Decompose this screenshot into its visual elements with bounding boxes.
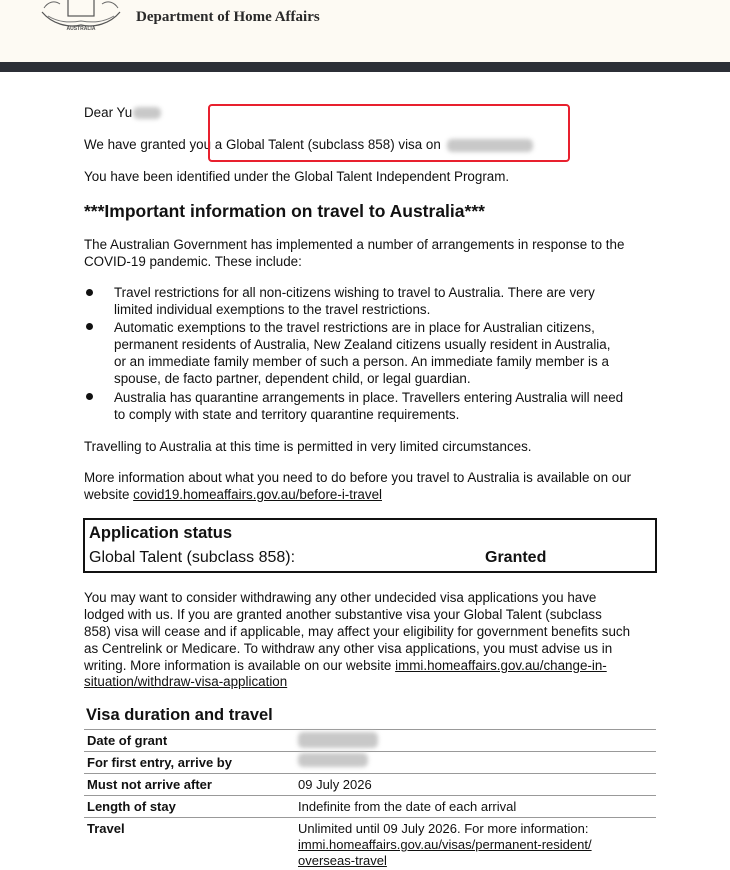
withdraw-line-5: writing. More information is available on our website immi.homeaffairs.gov.au/change-in- <box>84 658 607 673</box>
table-row: For first entry, arrive by <box>84 751 656 773</box>
bullet-1-line-2: limited individual exemptions to the travel restrictions. <box>114 302 431 317</box>
redacted-date-of-grant <box>298 732 378 748</box>
intro-line-2: COVID-19 pandemic. These include: <box>84 254 302 269</box>
travel-heading: ***Important information on travel to Australia*** <box>84 201 485 221</box>
table-row: Date of grant <box>84 729 656 751</box>
bullet-2-line-3: or an immediate family member of such a person. An immediate family member is a <box>114 354 609 369</box>
bullet-2-line-2: permanent residents of Australia, New Zealand citizens usually resident in Australia, <box>114 337 611 352</box>
table-row: Must not arrive after 09 July 2026 <box>84 773 656 795</box>
visa-duration-table <box>84 729 656 870</box>
bullet-3-line-2: to comply with state and territory quarantine requirements. <box>114 407 460 422</box>
salutation: Dear Yu <box>84 104 161 121</box>
department-name: Department of Home Affairs <box>136 9 320 25</box>
header-bar <box>0 62 730 72</box>
grant-statement: We have granted you a Global Talent (subclass 858) visa on <box>84 136 533 153</box>
commonwealth-crest-icon <box>38 0 124 32</box>
application-status-title: Application status <box>89 524 233 542</box>
withdraw-line-3: 858) visa will cease and if applicable, may affect your eligibility for government benefits such <box>84 624 631 639</box>
svg-text:AUSTRALIA: AUSTRALIA <box>66 26 96 32</box>
application-status-label: Global Talent (subclass 858): <box>89 549 296 566</box>
bullet-icon <box>86 393 93 400</box>
letterhead <box>0 0 730 62</box>
overseas-travel-link-part-1[interactable]: immi.homeaffairs.gov.au/visas/permanent-resident/ <box>298 837 592 852</box>
more-info-line-1: More information about what you need to do before you travel to Australia is available on our <box>84 470 632 485</box>
redacted-name <box>133 107 161 119</box>
bullet-2-line-4: spouse, de facto partner, dependent child, or legal guardian. <box>114 371 471 386</box>
overseas-travel-link-part-2[interactable]: overseas-travel <box>298 853 387 868</box>
travelling-text: Travelling to Australia at this time is permitted in very limited circumstances. <box>84 439 532 454</box>
table-row: Length of stay Indefinite from the date of each arrival <box>84 795 656 817</box>
intro-line-1: The Australian Government has implemented a number of arrangements in response to the <box>84 237 625 252</box>
bullet-1-line-1: Travel restrictions for all non-citizens wishing to travel to Australia. There are very <box>114 285 595 300</box>
highlight-box <box>208 104 570 162</box>
bullet-icon <box>86 323 93 330</box>
visa-duration-title: Visa duration and travel <box>86 706 273 724</box>
application-status-value: Granted <box>485 549 547 566</box>
bullet-2-line-1: Automatic exemptions to the travel restrictions are in place for Australian citizens, <box>114 320 595 335</box>
identified-text: You have been identified under the Global Talent Independent Program. <box>84 169 510 184</box>
bullet-icon <box>86 289 93 296</box>
covid-travel-link[interactable]: covid19.homeaffairs.gov.au/before-i-travel <box>133 487 382 502</box>
table-row: Travel Unlimited until 09 July 2026. For more information: immi.homeaffairs.gov.au/visas/permanent-resident/ overseas-travel <box>84 817 656 870</box>
more-info-line-2: website covid19.homeaffairs.gov.au/before-i-travel <box>84 487 382 502</box>
bullet-3-line-1: Australia has quarantine arrangements in place. Travellers entering Australia will need <box>114 390 624 405</box>
withdraw-line-2: lodged with us. If you are granted another substantive visa your Global Talent (subclass <box>84 607 602 622</box>
withdraw-line-1: You may want to consider withdrawing any other undecided visa applications you have <box>84 590 597 605</box>
redacted-first-entry-date <box>298 753 368 767</box>
withdraw-line-6 <box>84 673 287 690</box>
application-status-box <box>83 518 657 573</box>
withdraw-link-part-1[interactable]: immi.homeaffairs.gov.au/change-in- <box>395 658 607 673</box>
withdraw-link-part-2[interactable]: situation/withdraw-visa-application <box>84 674 288 689</box>
withdraw-line-4: as Centrelink or Medicare. To withdraw any other visa applications, you must advise us in <box>84 641 613 656</box>
